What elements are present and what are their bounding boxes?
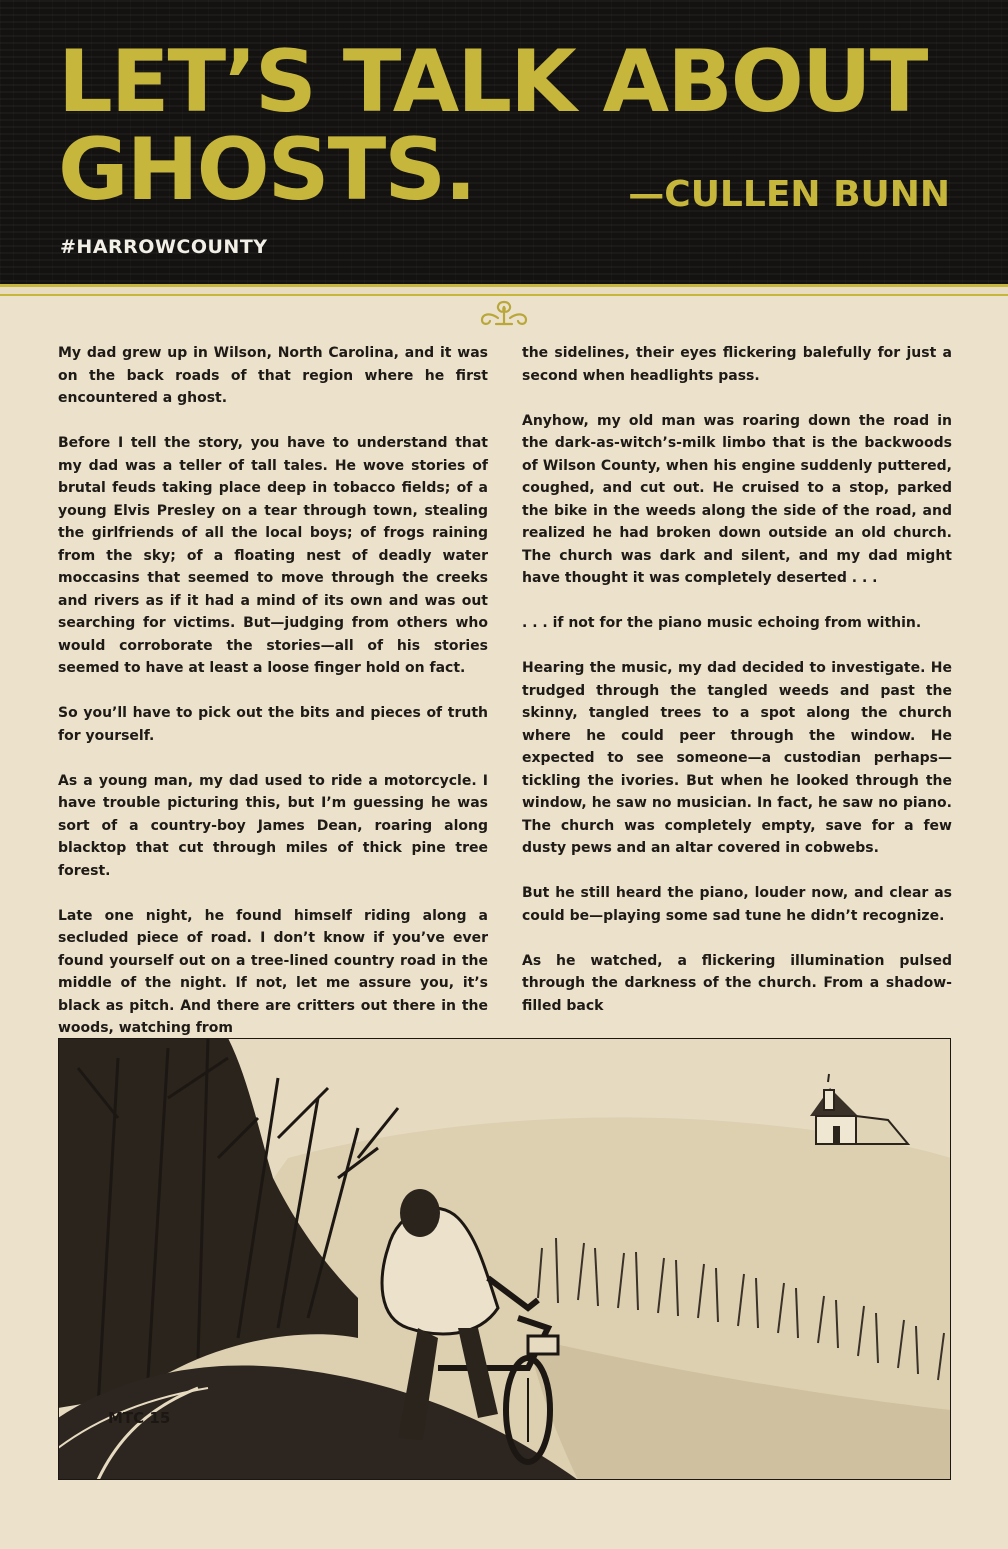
flourish-ornament-icon (476, 298, 532, 328)
gold-divider (0, 284, 1008, 296)
paragraph: the sidelines, their eyes flickering balefully for just a second when headlights pass. (522, 345, 952, 384)
paragraph: Anyhow, my old man was roaring down the road in the dark-as-witch’s-milk limbo that is the backwoods of Wilson County, when his engine suddenly puttered, coughed, and cut out. He cruised to a stop, parked the bike in the weeds along the side of the road, and realized he had broken down outside an old church. The church was dark and silent, and my dad might have thought it was completely deserted . . . (522, 412, 952, 586)
paragraph: Hearing the music, my dad decided to investigate. He trudged through the tangled weeds and past the skinny, tangled trees to a spot along the church where he could peer through the window. He expected to see someone—a custodian perhaps—tickling the ivories. But when he looked through the window, he saw no musician. In fact, he saw no piano. The church was completely empty, save for a few dusty pews and an altar covered in cobwebs. (522, 660, 952, 856)
title-banner (0, 0, 1008, 284)
artist-signature: MTC 15 (108, 1409, 171, 1427)
paragraph: As he watched, a flickering illumination pulsed through the darkness of the church. From a shadow-filled back (522, 952, 952, 1014)
paragraph: Before I tell the story, you have to understand that my dad was a teller of tall tales. He wove stories of brutal feuds taking place deep in tobacco fields; of a young Elvis Presley on a tear through town, stealing the girlfriends of all the local boys; of frogs raining from the sky; of a floating nest of deadly water moccasins that seemed to move through the creeks and rivers as if it had a mind of its own and was out searching for victims. But—judging from others who would corroborate the stories—all of his stories seemed to have at least a loose finger hold on fact. (58, 435, 488, 676)
page-title: LET’S TALK ABOUT GHOSTS. (58, 32, 927, 220)
hashtag: #HARROWCOUNTY (60, 236, 268, 258)
paragraph: My dad grew up in Wilson, North Carolina, and it was on the back roads of that region where he first encountered a ghost. (58, 345, 488, 406)
article-column-left (58, 342, 488, 1062)
paragraph: Late one night, he found himself riding along a secluded piece of road. I don’t know if you’ve ever found yourself out on a tree-lined country road in the middle of the night. If not, let me assure you, it’s black as pitch. And there are critters out there in the woods, watching from (58, 907, 488, 1036)
paragraph: As a young man, my dad used to ride a motorcycle. I have trouble picturing this, but I’m guessing he was sort of a country-boy James Dean, roaring along blacktop that cut through miles of thick pine tree forest. (58, 772, 488, 879)
author-byline: —CULLEN BUNN (628, 174, 950, 215)
paragraph: . . . if not for the piano music echoing from within. (522, 615, 922, 631)
motorcycle-road-illustration (58, 1038, 951, 1480)
paragraph: But he still heard the piano, louder now, and clear as could be—playing some sad tune he didn’t recognize. (522, 885, 952, 924)
article-column-right (522, 342, 952, 1040)
paragraph: So you’ll have to pick out the bits and pieces of truth for yourself. (58, 705, 488, 744)
